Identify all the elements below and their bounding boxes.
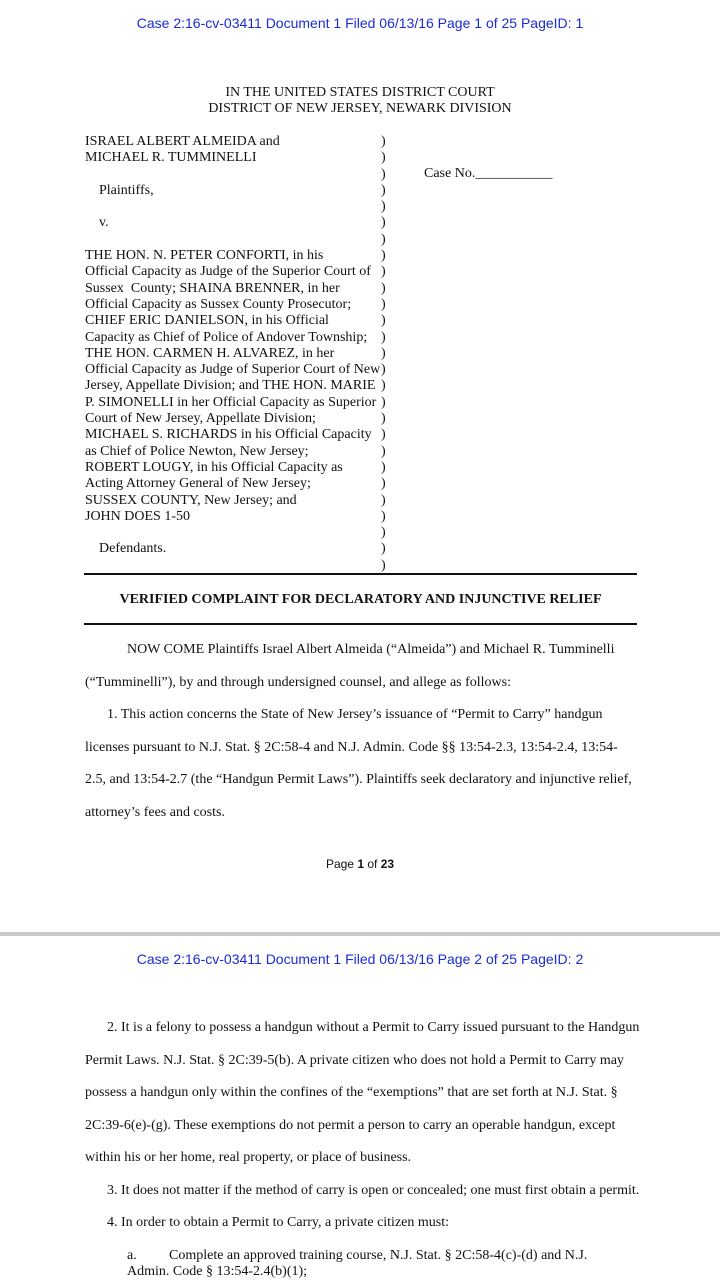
party-line: Official Capacity as Judge of Superior Court of New xyxy=(85,362,381,378)
intro-line: (“Tumminelli”), by and through undersigned counsel, and allege as follows: xyxy=(85,674,512,690)
party-line: v. xyxy=(85,215,109,231)
intro-line: NOW COME Plaintiffs Israel Albert Almeida (“Almeida”) and Michael R. Tumminelli xyxy=(127,642,615,657)
party-line: Acting Attorney General of New Jersey; xyxy=(85,476,311,492)
divider-top xyxy=(84,573,637,575)
footer-total: 23 xyxy=(380,857,395,871)
caption-paren: ) xyxy=(381,264,386,280)
footer-prefix: Page xyxy=(325,857,358,871)
party-line xyxy=(85,558,380,574)
caption-paren: ) xyxy=(381,362,386,378)
caption-paren: ) xyxy=(381,394,386,410)
paragraph-line: 2.5, and 13:54-2.7 (the “Handgun Permit Laws”). Plaintiffs seek declaratory and injunctive relief, xyxy=(85,772,632,788)
caption-paren: ) xyxy=(381,166,386,182)
paragraph-line: 1. This action concerns the State of New Jersey’s issuance of “Permit to Carry” handgun xyxy=(107,707,603,722)
caption-parens xyxy=(381,134,386,574)
party-line: P. SIMONELLI in her Official Capacity as Superior xyxy=(85,394,377,410)
caption-parties xyxy=(85,134,380,574)
party-line xyxy=(85,232,380,248)
caption-paren: ) xyxy=(381,150,386,166)
caption-paren: ) xyxy=(381,215,386,231)
item-line: Admin. Code § 13:54-2.4(b)(1); xyxy=(127,1264,308,1279)
caption-paren: ) xyxy=(381,329,386,345)
caption-paren: ) xyxy=(381,508,386,524)
caption-paren: ) xyxy=(381,541,386,557)
caption-paren: ) xyxy=(381,280,386,296)
party-line: Defendants. xyxy=(85,541,167,557)
party-line: Plaintiffs, xyxy=(85,182,154,198)
caption-paren: ) xyxy=(381,378,386,394)
caption-paren: ) xyxy=(381,199,386,215)
caption-paren: ) xyxy=(381,182,386,198)
party-line: Sussex County; SHAINA BRENNER, in her xyxy=(85,280,340,296)
intro-paragraph xyxy=(85,634,635,699)
caption-paren: ) xyxy=(381,296,386,312)
divider-bottom xyxy=(84,623,637,625)
party-line: Official Capacity as Judge of the Superior Court of xyxy=(85,264,371,280)
paragraph-line: attorney’s fees and costs. xyxy=(85,804,225,820)
caption-paren: ) xyxy=(381,443,386,459)
party-line: Official Capacity as Sussex County Prosecutor; xyxy=(85,296,352,312)
paragraph-line: possess a handgun only within the confines of the “exemptions” that are set forth at N.J. Stat. § xyxy=(85,1085,618,1101)
party-line: JOHN DOES 1-50 xyxy=(85,508,190,524)
caption-paren: ) xyxy=(381,525,386,541)
paragraph-line: 2C:39-6(e)-(g). These exemptions do not permit a person to carry an operable handgun, except xyxy=(85,1117,616,1133)
court-name: IN THE UNITED STATES DISTRICT COURT xyxy=(225,85,495,100)
paragraph-line: 4. In order to obtain a Permit to Carry, a private citizen must: xyxy=(107,1215,449,1230)
case-header: Case 2:16-cv-03411 Document 1 Filed 06/13/16 Page 1 of 25 PageID: 1 xyxy=(136,15,584,31)
complaint-title: VERIFIED COMPLAINT FOR DECLARATORY AND INJUNCTIVE RELIEF xyxy=(119,592,602,607)
party-line: SUSSEX COUNTY, New Jersey; and xyxy=(85,492,297,508)
party-line: MICHAEL R. TUMMINELLI xyxy=(85,150,257,166)
party-line: Court of New Jersey, Appellate Division; xyxy=(85,411,316,427)
case-number: Case No.___________ xyxy=(424,166,553,181)
caption-paren: ) xyxy=(381,492,386,508)
party-line: Capacity as Chief of Police of Andover Township; xyxy=(85,329,368,345)
caption-paren: ) xyxy=(381,557,386,573)
party-line xyxy=(85,199,380,215)
case-header-page-2: Case 2:16-cv-03411 Document 1 Filed 06/13/16 Page 2 of 25 PageID: 2 xyxy=(136,951,584,967)
paragraph-2 xyxy=(85,1012,640,1175)
caption-paren: ) xyxy=(381,313,386,329)
caption-paren: ) xyxy=(381,134,386,149)
page-footer xyxy=(0,857,720,871)
paragraph-line: within his or her home, real property, or place of business. xyxy=(85,1150,412,1166)
paragraph-line: 2. It is a felony to possess a handgun without a Permit to Carry issued pursuant to the Handgun xyxy=(107,1020,640,1035)
party-line xyxy=(85,525,380,541)
party-line: ROBERT LOUGY, in his Official Capacity as xyxy=(85,459,343,475)
party-line: Jersey, Appellate Division; and THE HON. MARIE xyxy=(85,378,376,394)
item-line: Complete an approved training course, N.J. Stat. § 2C:58-4(c)-(d) and N.J. xyxy=(169,1248,588,1263)
caption-paren: ) xyxy=(381,231,386,247)
paragraph-4 xyxy=(85,1207,635,1240)
party-line xyxy=(85,167,380,183)
caption-paren: ) xyxy=(381,476,386,492)
party-line: as Chief of Police Newton, New Jersey; xyxy=(85,443,309,459)
caption-paren: ) xyxy=(381,411,386,427)
caption-paren: ) xyxy=(381,427,386,443)
paragraph-line: Permit Laws. N.J. Stat. § 2C:39-5(b). A private citizen who does not hold a Permit to Carry may xyxy=(85,1052,624,1068)
footer-mid: of xyxy=(364,857,381,871)
party-line: THE HON. N. PETER CONFORTI, in his xyxy=(85,248,324,264)
item-label: a. xyxy=(127,1248,137,1263)
list-item-a xyxy=(127,1248,587,1280)
party-line: THE HON. CARMEN H. ALVAREZ, in her xyxy=(85,345,335,361)
court-district: DISTRICT OF NEW JERSEY, NEWARK DIVISION xyxy=(208,101,512,116)
party-line: CHIEF ERIC DANIELSON, in his Official xyxy=(85,313,329,329)
footer-page: 1 xyxy=(357,857,364,871)
party-line: ISRAEL ALBERT ALMEIDA and xyxy=(85,134,280,149)
paragraph-1 xyxy=(85,699,635,829)
caption-paren: ) xyxy=(381,459,386,475)
paragraph-line: 3. It does not matter if the method of carry is open or concealed; one must first obtain a permit. xyxy=(107,1183,640,1198)
paragraph-3 xyxy=(85,1175,640,1208)
page-separator xyxy=(0,932,720,936)
caption-paren: ) xyxy=(381,248,386,264)
paragraph-line: licenses pursuant to N.J. Stat. § 2C:58-4 and N.J. Admin. Code §§ 13:54-2.3, 13:54-2.4, 13:54- xyxy=(85,739,618,755)
caption-paren: ) xyxy=(381,345,386,361)
party-line: MICHAEL S. RICHARDS in his Official Capacity xyxy=(85,427,372,443)
